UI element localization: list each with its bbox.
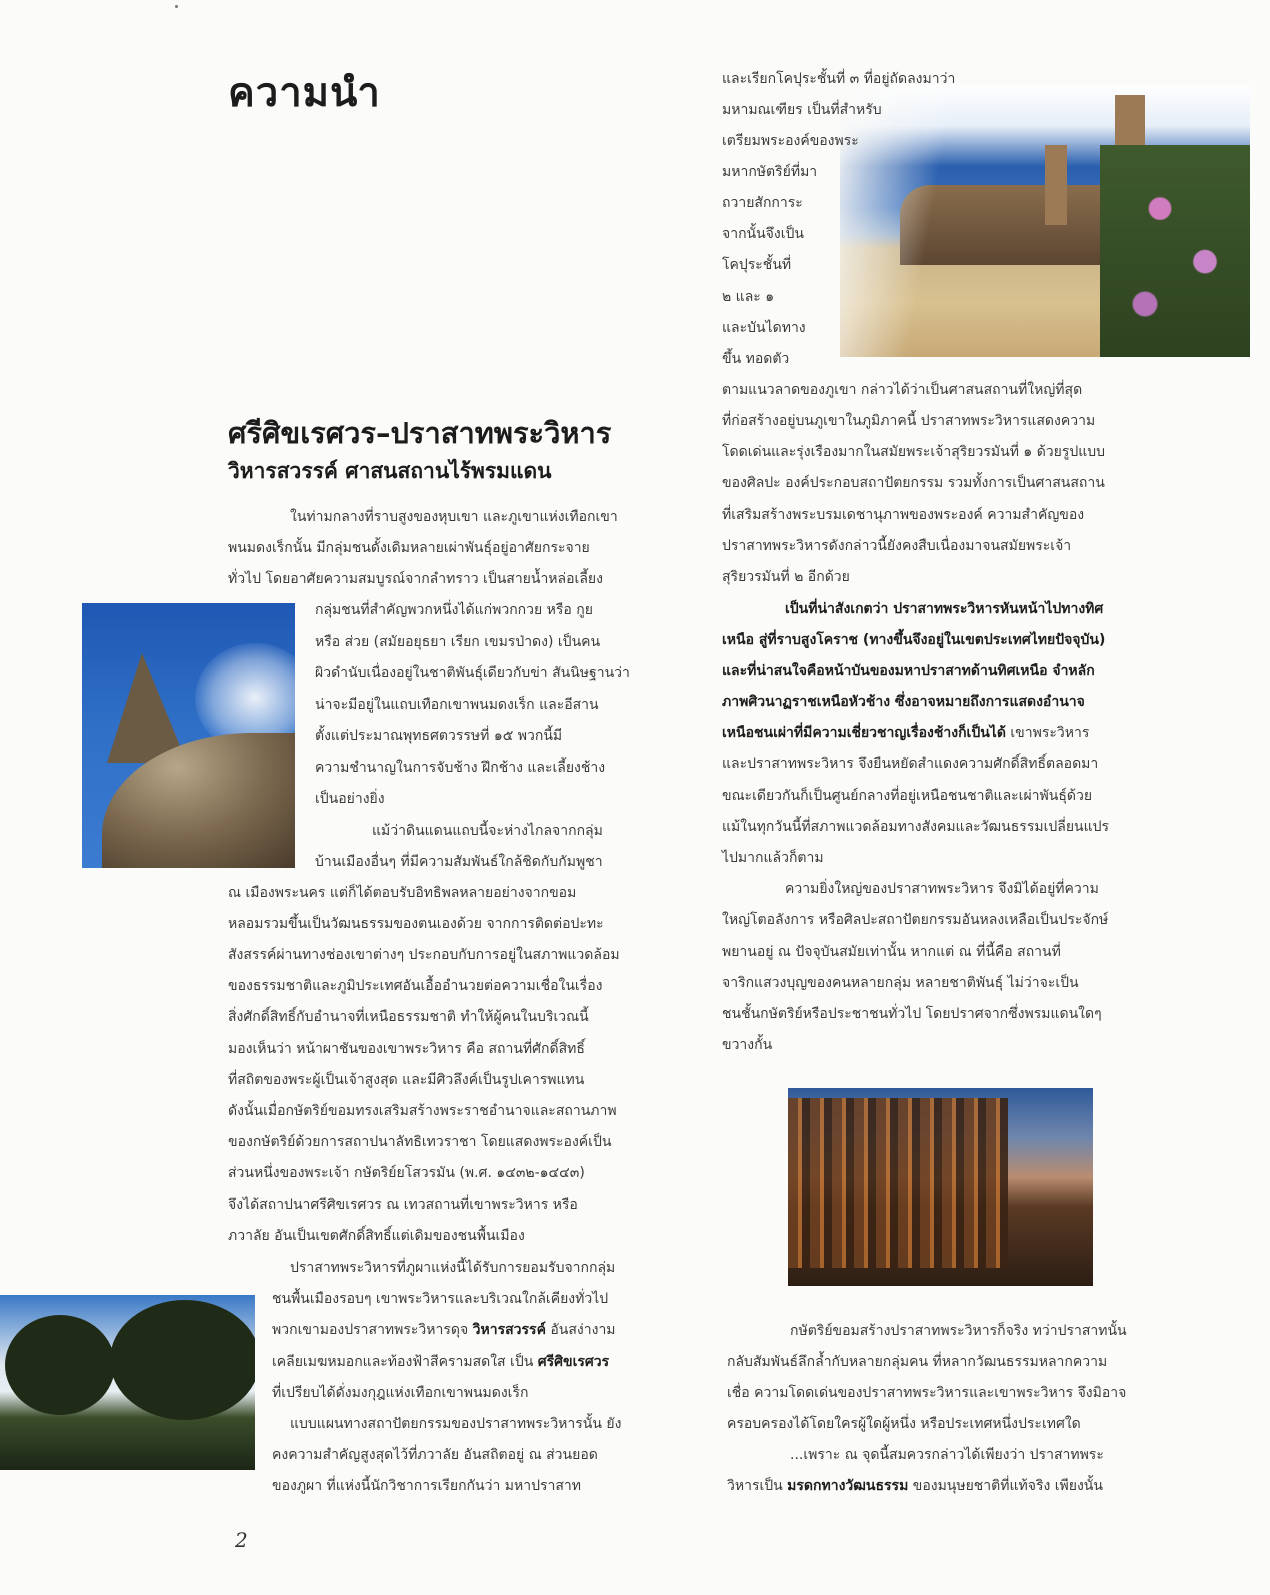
body-line: ผิวดำนับเนื่องอยู่ในชาติพันธุ์เดียวกับข่า สันนิษฐานว่า	[315, 665, 630, 681]
body-line: กลับสัมพันธ์ลึกล้ำกับหลายกลุ่มคน ที่หลากวัฒนธรรมหลากความ	[727, 1354, 1108, 1370]
body-text: ของมนุษยชาติที่แท้จริง เพียงนั้น	[908, 1478, 1103, 1494]
body-line: จากนั้นจึงเป็น	[722, 226, 804, 242]
body-line: แม้ในทุกวันนี้ที่สภาพแวดล้อมทางสังคมและวัฒนธรรมเปลี่ยนแปร	[722, 819, 1110, 835]
body-text: วิหารเป็น	[727, 1478, 788, 1494]
body-line: ณ เมืองพระนคร แต่ก็ได้ตอบรับอิทธิพลหลายอย่างจากขอม	[228, 885, 577, 901]
body-line: ขึ้น ทอดตัว	[722, 351, 790, 367]
body-line: ทั่วไป โดยอาศัยความสมบูรณ์จากลำทราว เป็นสายน้ำหล่อเลี้ยง	[228, 571, 603, 587]
body-line	[272, 1353, 609, 1371]
emphasis-cultural-heritage: มรดกทางวัฒนธรรม	[787, 1478, 909, 1494]
flowers-shape	[1100, 145, 1250, 357]
body-line: พยานอยู่ ณ ปัจจุบันสมัยเท่านั้น หากแต่ ณ ที่นี้คือ สถานที่	[722, 944, 1061, 960]
body-line: ถวายสักการะ	[722, 195, 803, 211]
tree-shape	[110, 1300, 255, 1420]
body-text: พวกเขามองปราสาทพระวิหารดุจ	[272, 1322, 469, 1338]
body-line: ตั้งแต่ประมาณพุทธศตวรรษที่ ๑๕ พวกนี้มี	[315, 728, 563, 744]
body-line: ที่เปรียบได้ดั่งมงกุฎแห่งเทือกเขาพนมดงเร็ก	[272, 1385, 529, 1401]
bold-line: เหนือ สู่ที่ราบสูงโคราช (ทางขึ้นจึงอยู่ในเขตประเทศไทยปัจจุบัน)	[722, 632, 1106, 648]
body-line: จาริกแสวงบุญของคนหลายกลุ่ม หลายชาติพันธุ์ ไม่ว่าจะเป็น	[722, 975, 1079, 991]
emphasis-sri-sikhareswara: ศรีศิขเรศวร	[537, 1354, 610, 1370]
temple-gallery-image	[788, 1088, 1093, 1286]
body-line: ความยิ่งใหญ่ของปราสาทพระวิหาร จึงมิได้อยู่ที่ความ	[785, 881, 1099, 897]
bold-text: เหนือชนเผ่าที่มีความเชี่ยวชาญเรื่องช้างก็เป็นได้	[722, 725, 1006, 741]
body-line: ...เพราะ ณ จุดนี้สมควรกล่าวได้เพียงว่า ปราสาทพระ	[790, 1447, 1104, 1463]
body-line: มหากษัตริย์ที่มา	[722, 164, 818, 180]
body-line: กลุ่มชนที่สำคัญพวกหนึ่งได้แก่พวกกวย หรือ กูย	[315, 602, 593, 618]
tree-shape	[5, 1315, 115, 1415]
body-line	[272, 1321, 616, 1339]
body-line: ที่สถิตของพระผู้เป็นเจ้าสูงสุด และมีศิวลึงค์เป็นรูปเคารพแทน	[228, 1072, 585, 1088]
body-line: เป็นอย่างยิ่ง	[315, 791, 385, 807]
body-line: สุริยวรมันที่ ๒ อีกด้วย	[722, 569, 850, 585]
body-line: แม้ว่าดินแดนแถบนี้จะห่างไกลจากกลุ่ม	[372, 823, 603, 839]
body-line: ครอบครองได้โดยใครผู้ใดผู้หนึ่ง หรือประเทศหนึ่งประเทศใด	[727, 1416, 1081, 1432]
body-text: เขาพระวิหาร	[1010, 725, 1090, 741]
body-line: ขณะเดียวกันก็เป็นศูนย์กลางที่อยู่เหนือชนชาติและเผ่าพันธุ์ด้วย	[722, 788, 1093, 804]
page-number: 2	[235, 1528, 248, 1552]
body-text: อันสง่างาม	[545, 1322, 616, 1338]
body-line: คงความสำคัญสูงสุดไว้ที่ภวาลัย อันสถิตอยู่ ณ ส่วนยอด	[272, 1447, 598, 1463]
bold-line: ภาพศิวนาฏราชเหนือหัวช้าง ซึ่งอาจหมายถึงการแสดงอำนาจ	[722, 694, 1085, 710]
body-text: เคลียเมฆหมอกและท้องฟ้าสีครามสดใส เป็น	[272, 1354, 534, 1370]
body-line: โคปุระชั้นที่	[722, 257, 792, 273]
body-line: ของธรรมชาติและภูมิประเทศอันเอื้ออำนวยต่อความเชื่อในเรื่อง	[228, 978, 603, 994]
body-line: ขวางกั้น	[722, 1037, 773, 1053]
body-line: แบบแผนทางสถาปัตยกรรมของปราสาทพระวิหารนั้น ยัง	[290, 1416, 622, 1432]
scan-speck	[175, 5, 178, 8]
bold-line: และที่น่าสนใจคือหน้าบันของมหาปราสาทด้านทิศเหนือ จำหลัก	[722, 663, 1095, 679]
body-line: ชนชั้นกษัตริย์หรือประชาชนทั่วไป โดยปราศจากซึ่งพรมแดนใดๆ	[722, 1006, 1102, 1022]
body-line: ที่ก่อสร้างอยู่บนภูเขาในภูมิภาคนี้ ปราสาทพระวิหารแสดงความ	[722, 413, 1096, 429]
body-line: หลอมรวมขึ้นเป็นวัฒนธรรมของตนเองด้วย จากการติดต่อปะทะ	[228, 916, 604, 932]
section-subheading: วิหารสวรรค์ ศาสนสถานไร้พรมแดน	[228, 459, 552, 483]
body-line: ไปมากแล้วก็ตาม	[722, 850, 824, 866]
body-line: สิ่งศักดิ์สิทธิ์กับอำนาจที่เหนือธรรมชาติ ทำให้ผู้คนในบริเวณนี้	[228, 1009, 589, 1025]
body-line: หรือ ส่วย (สมัยอยุธยา เรียก เขมรป่าดง) เป็นคน	[315, 634, 601, 650]
bold-line: เป็นที่น่าสังเกตว่า ปราสาทพระวิหารหันหน้าไปทางทิศ	[785, 601, 1104, 617]
section-heading: ศรีศิขเรศวร–ปราสาทพระวิหาร	[228, 416, 612, 450]
body-line: จึงได้สถาปนาศรีศิขเรศวร ณ เทวสถานที่เขาพระวิหาร หรือ	[228, 1197, 578, 1213]
ruins-tower-shape	[1045, 145, 1067, 225]
body-line: และปราสาทพระวิหาร จึงยืนหยัดสำแดงความศักดิ์สิทธิ์ตลอดมา	[722, 756, 1099, 772]
body-line: ในท่ามกลางที่ราบสูงของหุบเขา และภูเขาแห่งเทือกเขา	[290, 509, 618, 525]
body-line: มหามณเฑียร เป็นที่สำหรับ	[722, 102, 882, 118]
body-line: และเรียกโคปุระชั้นที่ ๓ ที่อยู่ถัดลงมาว่า	[722, 71, 956, 87]
gallery-colonnade-shape	[788, 1098, 1008, 1268]
body-line	[727, 1477, 1103, 1495]
body-line: ของภูผา ที่แห่งนี้นักวิชาการเรียกกันว่า มหาปราสาท	[272, 1478, 581, 1494]
body-line: ของกษัตริย์ด้วยการสถาปนาลัทธิเทวราชา โดยแสดงพระองค์เป็น	[228, 1134, 612, 1150]
body-line: สังสรรค์ผ่านทางช่องเขาต่างๆ ประกอบกับการอยู่ในสภาพแวดล้อม	[228, 947, 620, 963]
body-line: โดดเด่นและรุ่งเรืองมากในสมัยพระเจ้าสุริยวรมันที่ ๑ ด้วยรูปแบบ	[722, 444, 1106, 460]
body-line: กษัตริย์ขอมสร้างปราสาทพระวิหารก็จริง ทว่าปราสาทนั้น	[790, 1323, 1127, 1339]
page-title: ความนำ	[228, 70, 381, 116]
temple-ruins-image	[840, 85, 1250, 357]
body-line: ๒ และ ๑	[722, 289, 775, 305]
body-line: ปราสาทพระวิหารดังกล่าวนี้ยังคงสืบเนื่องมาจนสมัยพระเจ้า	[722, 538, 1072, 554]
body-line: ชนพื้นเมืองรอบๆ เขาพระวิหารและบริเวณใกล้เคียงทั่วไป	[272, 1291, 609, 1307]
emphasis-vihara-sawan: วิหารสวรรค์	[472, 1322, 546, 1338]
body-line: และบันไดทาง	[722, 320, 806, 336]
body-line: ใหญ่โตอลังการ หรือศิลปะสถาปัตยกรรมอันหลงเหลือเป็นประจักษ์	[722, 912, 1109, 928]
body-line: ภวาลัย อันเป็นเขตศักดิ์สิทธิ์แต่เดิมของชนพื้นเมือง	[228, 1228, 525, 1244]
body-line: มองเห็นว่า หน้าผาชันของเขาพระวิหาร คือ สถานที่ศักดิ์สิทธิ์	[228, 1041, 585, 1057]
naga-sculpture-image	[82, 603, 295, 868]
temple-trees-image	[0, 1295, 255, 1470]
body-line: บ้านเมืองอื่นๆ ที่มีความสัมพันธ์ใกล้ชิดกับกัมพูชา	[315, 854, 603, 870]
body-line: ความชำนาญในการจับช้าง ฝึกช้าง และเลี้ยงช้าง	[315, 760, 606, 776]
body-line: ปราสาทพระวิหารที่ภูผาแห่งนี้ได้รับการยอมรับจากกลุ่ม	[290, 1260, 616, 1276]
body-line: ดังนั้นเมื่อกษัตริย์ขอมทรงเสริมสร้างพระราชอำนาจและสถานภาพ	[228, 1103, 617, 1119]
body-line: ที่เสริมสร้างพระบรมเดชานุภาพของพระองค์ ความสำคัญของ	[722, 507, 1085, 523]
body-line: เชื่อ ความโดดเด่นของปราสาทพระวิหารและเขาพระวิหาร จึงมิอาจ	[727, 1385, 1127, 1401]
body-line: เตรียมพระองค์ของพระ	[722, 133, 859, 149]
body-line: พนมดงเร็กนั้น มีกลุ่มชนดั้งเดิมหลายเผ่าพันธุ์อยู่อาศัยกระจาย	[228, 540, 590, 556]
body-line: ของศิลปะ องค์ประกอบสถาปัตยกรรม รวมทั้งการเป็นศาสนสถาน	[722, 475, 1105, 491]
body-line: ส่วนหนึ่งของพระเจ้า กษัตริย์ยโสวรมัน (พ.ศ. ๑๔๓๒-๑๔๔๓)	[228, 1165, 585, 1181]
body-line: ตามแนวลาดของภูเขา กล่าวได้ว่าเป็นศาสนสถานที่ใหญ่ที่สุด	[722, 382, 1083, 398]
body-line	[722, 724, 1089, 742]
body-line: น่าจะมีอยู่ในแถบเทือกเขาพนมดงเร็ก และอีสาน	[315, 697, 599, 713]
